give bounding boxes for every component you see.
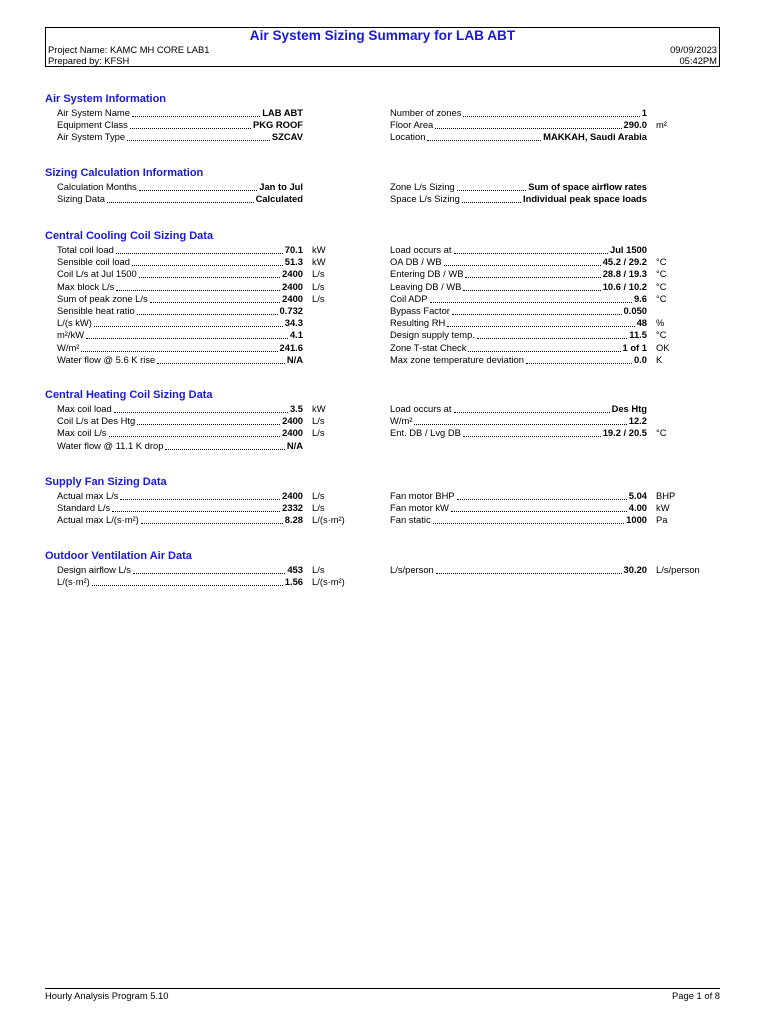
row-value: 0.0 (633, 353, 647, 365)
row-value: 45.2 / 29.2 (602, 256, 647, 268)
row-value: 2400 (282, 280, 303, 292)
row-value: 3.5 (289, 403, 303, 414)
leader-dots (477, 329, 627, 339)
leader-dots (157, 354, 285, 364)
data-row-entering-db-wb (390, 268, 726, 280)
leader-dots (414, 415, 626, 425)
data-row-l-s-m (57, 576, 382, 588)
leader-dots (463, 427, 601, 437)
data-row-bypass-factor (390, 305, 726, 317)
row-unit: m² (656, 119, 667, 131)
data-row-l-s-kw (57, 317, 382, 329)
leader-dots (137, 305, 278, 315)
row-label: Actual max L/s (57, 490, 119, 501)
data-row-number-of-zones (390, 107, 726, 119)
leader-dots (114, 403, 288, 413)
data-row-load-occurs-at (390, 403, 726, 415)
row-label: Load occurs at (390, 403, 452, 414)
row-value: N/A (286, 439, 303, 451)
leader-dots (92, 576, 283, 586)
leader-dots (454, 403, 610, 413)
row-value: Jan to Jul (259, 181, 303, 192)
row-value: 290.0 (623, 119, 647, 131)
row-value: 2400 (282, 415, 303, 427)
row-value: 2400 (282, 427, 303, 439)
row-value: 1.56 (284, 576, 303, 588)
row-label: Air System Type (57, 131, 126, 143)
leader-dots (430, 293, 632, 303)
data-row-max-zone-temperature-deviation (390, 354, 726, 366)
row-label: Fan motor kW (390, 502, 449, 514)
row-unit: °C (656, 268, 667, 280)
row-value: 0.050 (623, 305, 647, 316)
row-label: OA DB / WB (390, 256, 442, 268)
data-row-water-flow-5-6-k-rise (57, 354, 382, 366)
row-label: Coil L/s at Jul 1500 (57, 268, 137, 280)
row-unit: OK (656, 341, 670, 353)
row-label: L/s/person (390, 564, 434, 575)
data-row-l-s-person (390, 564, 726, 576)
leader-dots (463, 107, 639, 117)
row-label: Load occurs at (390, 244, 452, 255)
leader-dots (86, 329, 288, 339)
footer-program: Hourly Analysis Program 5.10 (45, 990, 169, 1001)
data-row-air-system-name (57, 107, 382, 119)
row-unit: kW (312, 256, 326, 268)
row-value: LAB ABT (262, 107, 303, 118)
row-value: 2400 (282, 490, 303, 501)
data-row-sensible-heat-ratio (57, 305, 382, 317)
row-label: Actual max L/(s·m²) (57, 514, 139, 526)
leader-dots (141, 514, 283, 524)
data-row-coil-l-s-at-jul-1500 (57, 268, 382, 280)
row-value: 30.20 (623, 564, 647, 575)
data-row-water-flow-11-1-k-drop (57, 440, 382, 452)
row-value: SZCAV (271, 131, 303, 143)
report-header (45, 27, 720, 67)
row-value: MAKKAH, Saudi Arabia (543, 131, 647, 143)
row-value: 48 (636, 317, 647, 329)
row-label: Max zone temperature deviation (390, 353, 524, 365)
row-label: Water flow @ 5.6 K rise (57, 353, 156, 365)
row-value: 1 (641, 107, 647, 118)
data-row-calculation-months (57, 181, 382, 193)
data-row-w-m (57, 342, 382, 354)
data-row-total-coil-load (57, 244, 382, 256)
row-unit: % (656, 317, 665, 329)
row-label: Sum of peak zone L/s (57, 292, 148, 304)
project-name: Project Name: KAMC MH CORE LAB1 (48, 44, 210, 55)
row-unit: L/s/person (656, 564, 700, 575)
row-unit: L/s (312, 268, 325, 280)
footer-page-number: Page 1 of 8 (672, 990, 720, 1001)
row-label: Design supply temp. (390, 329, 475, 341)
row-label: Design airflow L/s (57, 564, 131, 575)
report-title: Air System Sizing Summary for LAB ABT (249, 28, 516, 43)
leader-dots (457, 490, 627, 500)
data-row-air-system-type (57, 131, 382, 143)
row-value: 28.8 / 19.3 (602, 268, 647, 280)
row-unit: °C (656, 280, 667, 292)
data-row-sizing-data (57, 193, 382, 205)
data-row-coil-adp (390, 293, 726, 305)
data-row-coil-l-s-at-des-htg (57, 415, 382, 427)
row-unit: °C (656, 427, 667, 439)
row-label: Max coil load (57, 403, 112, 414)
row-unit: L/s (312, 564, 325, 575)
row-label: W/m² (57, 341, 80, 353)
leader-dots (127, 131, 270, 141)
leader-dots (139, 268, 280, 278)
row-label: Water flow @ 11.1 K drop (57, 439, 164, 451)
leader-dots (452, 305, 622, 315)
leader-dots (435, 119, 621, 129)
row-label: Standard L/s (57, 502, 111, 514)
data-row-fan-motor-bhp (390, 490, 726, 502)
leader-dots (109, 427, 281, 437)
leader-dots (451, 502, 627, 512)
section-title-sizing-calculation-information: Sizing Calculation Information (45, 167, 204, 179)
row-label: Max coil L/s (57, 427, 107, 439)
data-row-ent-db-lvg-db (390, 427, 726, 439)
row-value: 1 of 1 (622, 341, 647, 353)
row-unit: L/s (312, 502, 325, 514)
row-unit: kW (656, 502, 670, 514)
leader-dots (107, 193, 254, 203)
row-value: 70.1 (284, 244, 303, 255)
row-label: Sensible coil load (57, 256, 130, 268)
leader-dots (444, 256, 601, 266)
row-label: Fan motor BHP (390, 490, 455, 501)
leader-dots (447, 317, 634, 327)
row-value: 10.6 / 10.2 (602, 280, 647, 292)
row-value: 34.3 (284, 317, 303, 329)
data-row-fan-motor-kw (390, 502, 726, 514)
row-label: Total coil load (57, 244, 114, 255)
row-value: 19.2 / 20.5 (602, 427, 647, 439)
data-row-design-supply-temp (390, 329, 726, 341)
report-time: 05:42PM (679, 55, 717, 66)
data-row-fan-static (390, 514, 726, 526)
row-value: Jul 1500 (609, 244, 647, 255)
leader-dots (94, 317, 283, 327)
row-label: Bypass Factor (390, 305, 450, 316)
row-value: 12.2 (628, 415, 647, 427)
data-row-resulting-rh (390, 317, 726, 329)
row-value: 453 (287, 564, 303, 575)
row-value: 9.6 (633, 292, 647, 304)
row-unit: L/(s·m²) (312, 576, 345, 588)
row-value: 2332 (282, 502, 303, 514)
row-value: 4.1 (289, 329, 303, 341)
row-label: Max block L/s (57, 280, 115, 292)
section-title-outdoor-ventilation-air-data: Outdoor Ventilation Air Data (45, 550, 192, 562)
leader-dots (116, 281, 280, 291)
leader-dots (427, 131, 541, 141)
leader-dots (137, 415, 280, 425)
row-label: Sizing Data (57, 193, 105, 205)
row-label: Location (390, 131, 426, 143)
row-unit: L/s (312, 292, 325, 304)
data-row-zone-t-stat-check (390, 342, 726, 354)
data-row-max-block-l-s (57, 281, 382, 293)
row-unit: Pa (656, 514, 668, 526)
row-label: Coil ADP (390, 292, 428, 304)
leader-dots (132, 256, 283, 266)
row-label: Equipment Class (57, 119, 128, 131)
row-label: Sensible heat ratio (57, 305, 135, 316)
data-row-equipment-class (57, 119, 382, 131)
data-row-w-m (390, 415, 726, 427)
row-label: Number of zones (390, 107, 462, 118)
row-value: 51.3 (284, 256, 303, 268)
row-label: Coil L/s at Des Htg (57, 415, 136, 427)
data-row-zone-l-s-sizing (390, 181, 726, 193)
row-label: L/(s kW) (57, 317, 92, 329)
row-value: 241.6 (279, 341, 303, 353)
leader-dots (468, 342, 620, 352)
row-label: Floor Area (390, 119, 434, 131)
leader-dots (120, 490, 280, 500)
row-value: 2400 (282, 268, 303, 280)
row-unit: L/s (312, 427, 325, 439)
data-row-actual-max-l-s-m (57, 514, 382, 526)
row-label: Space L/s Sizing (390, 193, 460, 205)
row-value: 0.732 (279, 305, 303, 316)
leader-dots (150, 293, 280, 303)
leader-dots (454, 244, 608, 254)
leader-dots (433, 514, 625, 524)
leader-dots (132, 107, 260, 117)
row-value: 1000 (626, 514, 647, 526)
footer-divider (45, 988, 720, 989)
data-row-location (390, 131, 726, 143)
row-unit: °C (656, 329, 667, 341)
row-value: N/A (286, 353, 303, 365)
section-title-supply-fan-sizing-data: Supply Fan Sizing Data (45, 476, 167, 488)
data-row-design-airflow-l-s (57, 564, 382, 576)
row-value: PKG ROOF (252, 119, 303, 131)
leader-dots (436, 564, 622, 574)
report-date: 09/09/2023 (670, 44, 717, 55)
row-value: 4.00 (628, 502, 647, 514)
leader-dots (112, 502, 280, 512)
row-unit: L/s (312, 490, 325, 501)
section-title-central-cooling-coil-sizing-data: Central Cooling Coil Sizing Data (45, 230, 214, 242)
row-label: Air System Name (57, 107, 130, 118)
leader-dots (81, 342, 277, 352)
row-label: Calculation Months (57, 181, 137, 192)
row-unit: L/s (312, 415, 325, 427)
section-title-central-heating-coil-sizing-data: Central Heating Coil Sizing Data (45, 389, 213, 401)
row-label: Zone L/s Sizing (390, 181, 455, 192)
row-label: L/(s·m²) (57, 576, 90, 588)
row-unit: °C (656, 256, 667, 268)
row-value: Calculated (255, 193, 303, 205)
row-value: 5.04 (628, 490, 647, 501)
row-unit: °C (656, 292, 667, 304)
data-row-load-occurs-at (390, 244, 726, 256)
leader-dots (465, 268, 600, 278)
data-row-oa-db-wb (390, 256, 726, 268)
leader-dots (165, 440, 284, 450)
leader-dots (130, 119, 251, 129)
leader-dots (457, 181, 527, 191)
row-unit: L/s (312, 280, 325, 292)
leader-dots (133, 564, 285, 574)
data-row-leaving-db-wb (390, 281, 726, 293)
data-row-max-coil-load (57, 403, 382, 415)
row-label: Entering DB / WB (390, 268, 464, 280)
data-row-sensible-coil-load (57, 256, 382, 268)
row-label: Leaving DB / WB (390, 280, 462, 292)
leader-dots (463, 281, 600, 291)
leader-dots (116, 244, 283, 254)
data-row-sum-of-peak-zone-l-s (57, 293, 382, 305)
row-unit: kW (312, 403, 326, 414)
data-row-standard-l-s (57, 502, 382, 514)
row-value: Sum of space airflow rates (528, 181, 647, 192)
row-value: Individual peak space loads (522, 193, 647, 205)
row-label: Ent. DB / Lvg DB (390, 427, 461, 439)
data-row-m-kw (57, 329, 382, 341)
row-label: W/m² (390, 415, 413, 427)
row-value: Des Htg (611, 403, 647, 414)
row-label: Fan static (390, 514, 431, 526)
row-unit: L/(s·m²) (312, 514, 345, 526)
section-title-air-system-information: Air System Information (45, 93, 167, 105)
row-label: Resulting RH (390, 317, 446, 329)
row-label: m²/kW (57, 329, 85, 341)
row-label: Zone T-stat Check (390, 341, 467, 353)
prepared-by: Prepared by: KFSH (48, 55, 130, 66)
leader-dots (526, 354, 632, 364)
row-unit: BHP (656, 490, 676, 501)
leader-dots (139, 181, 258, 191)
data-row-space-l-s-sizing (390, 193, 726, 205)
data-row-actual-max-l-s (57, 490, 382, 502)
data-row-max-coil-l-s (57, 427, 382, 439)
row-unit: kW (312, 244, 326, 255)
leader-dots (462, 193, 521, 203)
row-value: 8.28 (284, 514, 303, 526)
row-value: 2400 (282, 292, 303, 304)
data-row-floor-area (390, 119, 726, 131)
row-unit: K (656, 353, 663, 365)
row-value: 11.5 (629, 329, 647, 341)
